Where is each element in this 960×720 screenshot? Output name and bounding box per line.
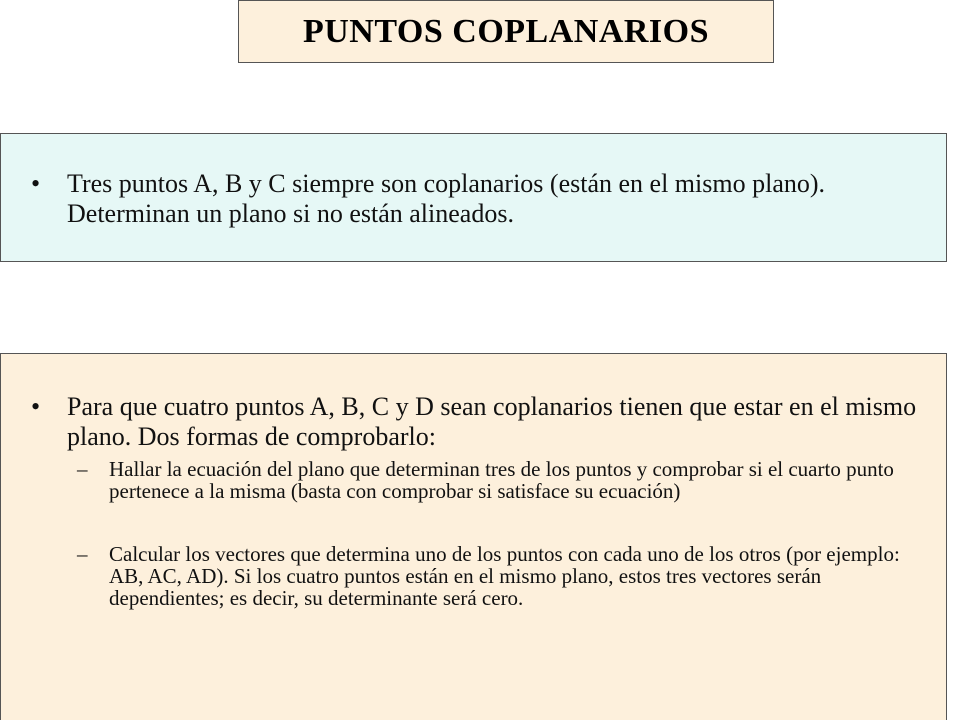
bullet-text: Tres puntos A, B y C siempre son coplanarios (están en el mismo plano). Determinan un plano si no están alineados. xyxy=(67,169,826,228)
sub-item-text: Hallar la ecuación del plano que determinan tres de los puntos y comprobar si el cuarto punto pertenece a la misma (basta con comprobar si satisface su ecuación) xyxy=(109,457,894,503)
dash-icon: – xyxy=(77,457,88,481)
bullet-item xyxy=(31,169,911,231)
statement-box-four-points xyxy=(0,353,947,720)
page-title: PUNTOS COPLANARIOS xyxy=(302,12,710,50)
dash-icon: – xyxy=(77,542,88,566)
sub-item xyxy=(77,458,912,530)
sub-item xyxy=(77,543,912,635)
bullet-text: Para que cuatro puntos A, B, C y D sean coplanarios tienen que estar en el mismo plano. Dos formas de comprobarlo: xyxy=(67,392,917,451)
bullet-icon: • xyxy=(31,169,41,198)
sub-item-text: Calcular los vectores que determina uno de los puntos con cada uno de los otros (por ejemplo: AB, AC, AD). Si los cuatro puntos están en el mismo plano, estos tres vectores serán dependientes; es decir, su determinante será cero. xyxy=(109,542,900,610)
statement-box-three-points xyxy=(0,133,947,262)
bullet-item xyxy=(31,392,946,454)
bullet-icon: • xyxy=(31,392,41,421)
title-box xyxy=(238,0,774,63)
